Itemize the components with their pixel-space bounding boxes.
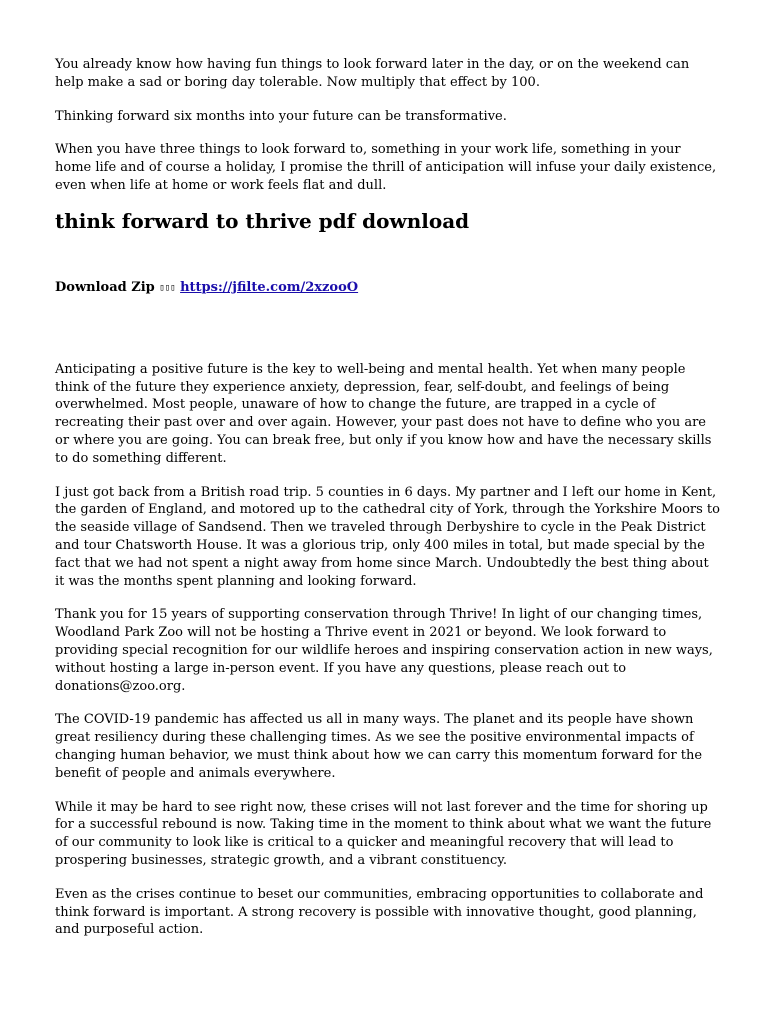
download-line [55,279,720,297]
download-link[interactable]: https://jfilte.com/2xzooO [180,279,359,295]
body-paragraph-6: Even as the crises continue to beset our communities, embracing opportunities to collaborate and think forward is important. A strong recovery is possible with innovative thought, good planning, and purposeful action. [55,886,704,938]
body-paragraph-3: Thank you for 15 years of supporting conservation through Thrive! In light of our changing times, Woodland Park Zoo will not be hosting a Thrive event in 2021 or beyond. We look forward to providing special recognition for our wildlife heroes and inspiring conservation action in new ways, without hosting a large in-person event. If you have any questions, please reach out to donations@zoo.org. [55,607,713,694]
body-paragraph-4: The COVID-19 pandemic has affected us all in many ways. The planet and its people have shown great resiliency during these challenging times. As we see the positive environmental impacts of changing human behavior, we must think about how we can carry this momentum forward for the benefit of people and animals everywhere. [55,712,703,781]
page-heading: think forward to thrive pdf download [55,208,470,233]
intro-paragraph-1: You already know how having fun things to look forward later in the day, or on the weekend can help make a sad or boring day tolerable. Now multiply that effect by 100. [55,57,690,90]
body-paragraph-2: I just got back from a British road trip. 5 counties in 6 days. My partner and I left our home in Kent, the garden of England, and motored up to the cathedral city of York, through the Yorkshire Moors to the seaside village of Sandsend. Then we traveled through Derbyshire to cycle in the Peak District and tour Chatsworth House. It was a glorious trip, only 400 miles in total, but made special by the fact that we had not spent a night away from home since March. Undoubtedly the best thing about it was the months spent planning and looking forward. [55,484,720,589]
download-label: Download Zip [55,279,155,295]
intro-paragraph-2: Thinking forward six months into your future can be transformative. [55,108,507,124]
body-paragraph-1: Anticipating a positive future is the key to well-being and mental health. Yet when many people think of the future they experience anxiety, depression, fear, self-doubt, and feelings of being overwhelmed. Most people, unaware of how to change the future, are trapped in a cycle of recreating their past over and over again. However, your past does not have to define who you are or where you are going. You can break free, but only if you know how and have the necessary skills to do something different. [55,361,712,466]
missing-glyph-icon: ▯▯▯ [159,282,176,293]
body-paragraph-5: While it may be hard to see right now, these crises will not last forever and the time for shoring up for a successful rebound is now. Taking time in the moment to think about what we want the future of our community to look like is critical to a quicker and meaningful recovery that will lead to prospering businesses, strategic growth, and a vibrant constituency. [55,799,712,868]
document-page [55,56,720,955]
intro-paragraph-3: When you have three things to look forward to, something in your work life, something in your home life and of course a holiday, I promise the thrill of anticipation will infuse your daily existence, even when life at home or work feels flat and dull. [55,142,717,193]
